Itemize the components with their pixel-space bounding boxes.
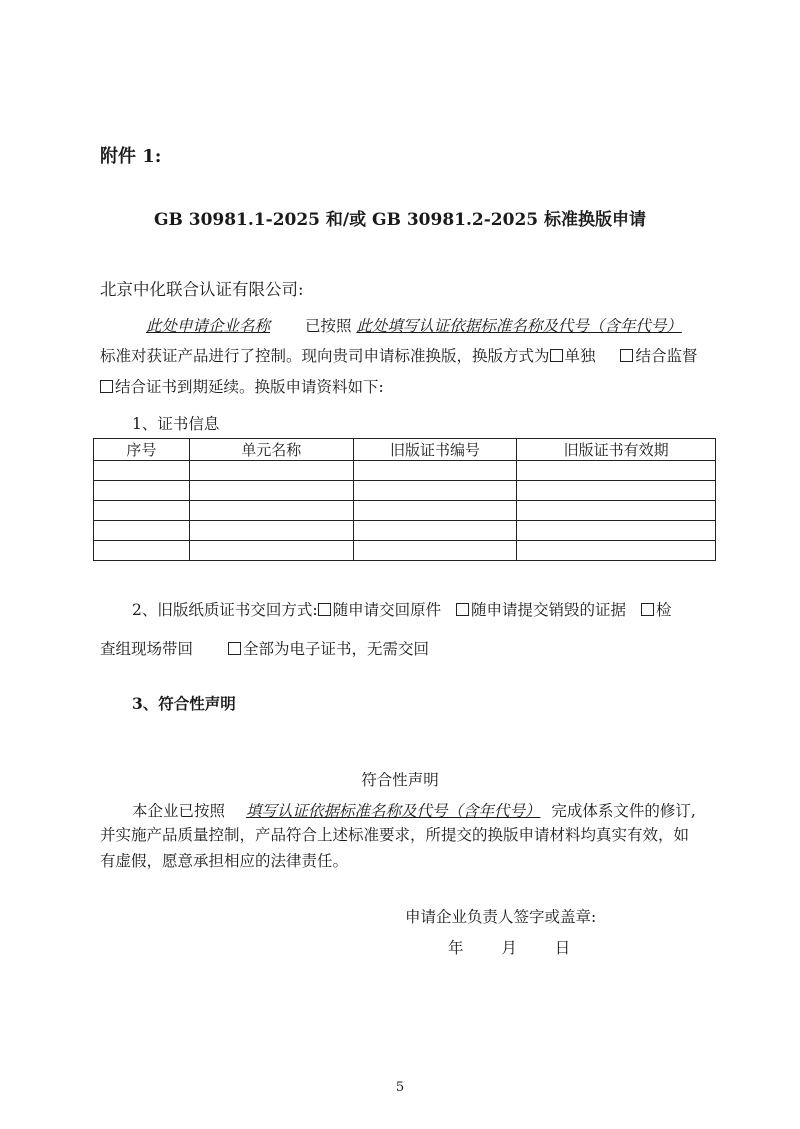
date-day: 日	[554, 939, 571, 957]
table-cell[interactable]	[517, 461, 716, 481]
para1-line2-text: 标准对获证产品进行了控制。现向贵司申请标准换版，换版方式为	[100, 347, 550, 365]
option-onsite-collection-label-a: 检	[656, 601, 672, 619]
declaration-text-a: 本企业已按照	[132, 802, 226, 820]
checkbox-single[interactable]	[550, 349, 563, 362]
section1-title: 1、证书信息	[132, 415, 220, 433]
table-cell[interactable]	[353, 541, 517, 561]
date-month: 月	[501, 939, 517, 957]
table-row	[94, 461, 716, 481]
table-row	[94, 481, 716, 501]
declaration-text-b: 完成体系文件的修订,	[551, 802, 696, 820]
table-row	[94, 541, 716, 561]
para1-text-b: 。换版申请资料如下:	[239, 378, 384, 396]
table-cell[interactable]	[189, 541, 353, 561]
table-cell[interactable]	[189, 461, 353, 481]
section3-title: 3、符合性声明	[132, 694, 236, 713]
table-cell[interactable]	[189, 501, 353, 521]
header-old-cert-validity: 旧版证书有效期	[517, 439, 716, 461]
section2-prefix: 2、旧版纸质证书交回方式:	[132, 601, 318, 619]
option-return-original-label: 随申请交回原件	[332, 601, 442, 619]
table-row	[94, 501, 716, 521]
annex-label: 附件 1:	[100, 146, 162, 167]
para1-line3	[100, 375, 384, 397]
signature-label: 申请企业负责人签字或盖章:	[405, 908, 597, 926]
option-destruction-evidence-label: 随申请提交销毁的证据	[471, 601, 627, 619]
option-combined-supervision-label: 结合监督	[635, 347, 698, 365]
page-number: 5	[395, 1080, 405, 1095]
checkbox-destruction-evidence[interactable]	[456, 603, 469, 616]
option-onsite-collection-label-b: 查组现场带回	[100, 640, 194, 658]
checkbox-combined-supervision[interactable]	[620, 349, 633, 362]
header-unit-name: 单元名称	[189, 439, 353, 461]
checkbox-onsite-collection[interactable]	[641, 603, 654, 616]
table-cell[interactable]	[517, 541, 716, 561]
table-cell[interactable]	[94, 541, 190, 561]
table-cell[interactable]	[353, 461, 517, 481]
certificate-info-table	[93, 438, 716, 561]
table-cell[interactable]	[94, 521, 190, 541]
table-cell[interactable]	[353, 501, 517, 521]
date-year: 年	[448, 939, 464, 957]
para1-line1	[132, 314, 682, 336]
table-cell[interactable]	[517, 501, 716, 521]
table-cell[interactable]	[517, 521, 716, 541]
table-cell[interactable]	[353, 521, 517, 541]
table-cell[interactable]	[94, 461, 190, 481]
para1-text-a: 已按照	[304, 317, 352, 335]
table-cell[interactable]	[94, 501, 190, 521]
para1-line2	[100, 344, 697, 366]
option-single-label: 单独	[564, 347, 596, 365]
option-all-electronic-label: 全部为电子证书，无需交回	[242, 640, 429, 658]
table-cell[interactable]	[353, 481, 517, 501]
table-row	[94, 521, 716, 541]
option-cert-renewal-label: 结合证书到期延续	[115, 378, 240, 396]
table-header-row	[94, 439, 716, 461]
standard-placeholder: 此处填写认证依据标准名称及代号（含年代号）	[356, 317, 682, 335]
addressee: 北京中化联合认证有限公司:	[100, 280, 304, 299]
section2-line2	[100, 637, 429, 659]
checkbox-cert-renewal[interactable]	[100, 380, 113, 393]
table-cell[interactable]	[189, 481, 353, 501]
document-title: GB 30981.1-2025 和/或 GB 30981.2-2025 标准换版申请	[153, 210, 647, 230]
declaration-standard-placeholder: 填写认证依据标准名称及代号（含年代号）	[245, 802, 541, 820]
declaration-heading: 符合性声明	[361, 771, 439, 789]
declaration-line2: 并实施产品质量控制，产品符合上述标准要求，所提交的换版申请材料均真实有效，如	[100, 826, 690, 844]
company-name-placeholder: 此处申请企业名称	[146, 317, 271, 335]
section2-line1	[132, 598, 672, 620]
checkbox-return-original[interactable]	[318, 603, 331, 616]
header-serial-no: 序号	[94, 439, 190, 461]
table-cell[interactable]	[517, 481, 716, 501]
declaration-line3: 有虚假，愿意承担相应的法律责任。	[100, 852, 349, 870]
table-cell[interactable]	[189, 521, 353, 541]
header-old-cert-no: 旧版证书编号	[353, 439, 517, 461]
table-cell[interactable]	[94, 481, 190, 501]
checkbox-all-electronic[interactable]	[228, 642, 241, 655]
declaration-line1	[132, 799, 696, 821]
date-line	[448, 936, 570, 958]
